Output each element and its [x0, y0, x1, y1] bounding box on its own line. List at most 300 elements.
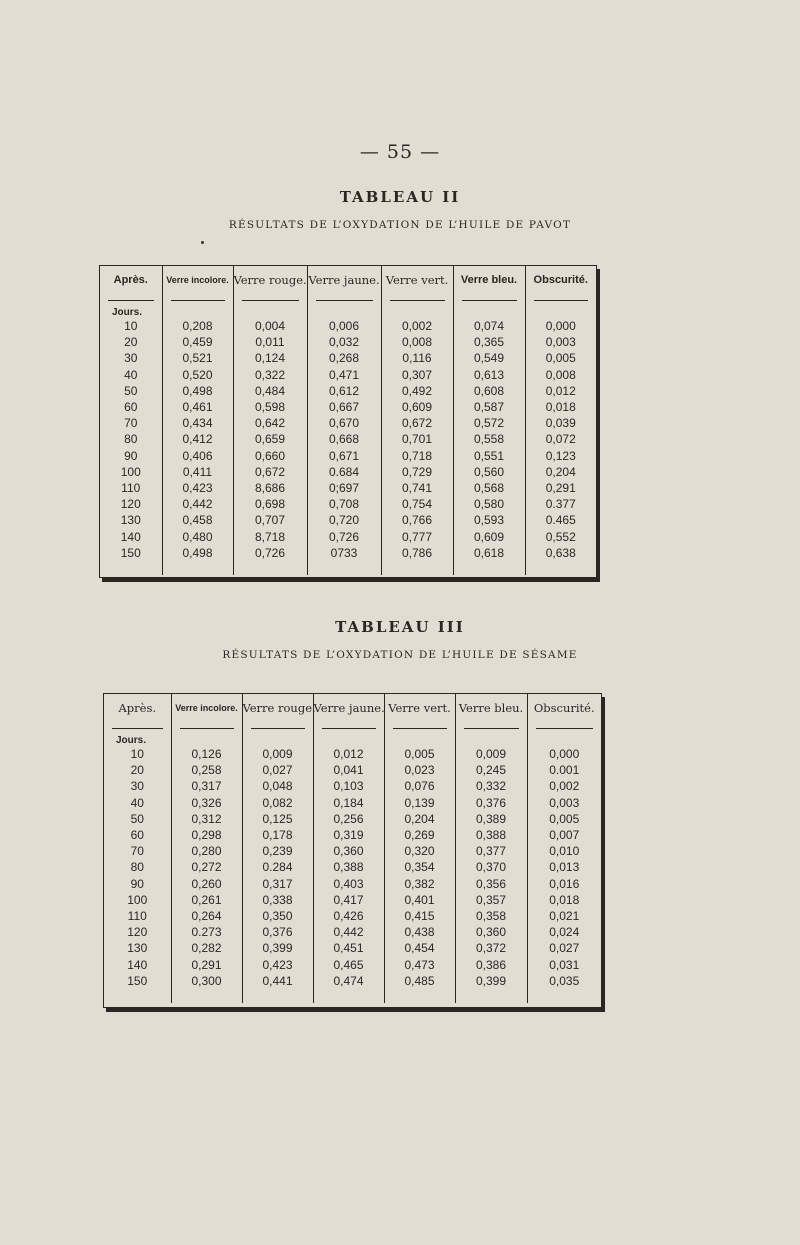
days-cell: 120 — [127, 925, 148, 940]
table-row — [104, 859, 601, 875]
value-cell: 0,370 — [455, 859, 527, 875]
value-cell: 0.001 — [527, 762, 601, 778]
value-cell: 0,008 — [525, 367, 596, 383]
value-cell: 0,485 — [384, 973, 455, 989]
value-cell: 0,786 — [381, 545, 453, 561]
value-cell: 0,204 — [384, 811, 455, 827]
value-cell: 0,264 — [171, 908, 242, 924]
value-cell: 0,208 — [162, 318, 233, 334]
value-cell: 0,438 — [384, 924, 455, 940]
unit-label: Jours. — [116, 735, 147, 746]
empty-cell — [527, 736, 601, 746]
header-rule-cell — [453, 294, 525, 308]
empty-cell — [171, 736, 242, 746]
value-cell: 0,388 — [455, 827, 527, 843]
value-cell: 0,365 — [453, 334, 525, 350]
value-cell: 0,461 — [162, 399, 233, 415]
value-cell: 0,549 — [453, 350, 525, 366]
value-cell: 0,726 — [233, 545, 307, 561]
header-rule-line — [112, 728, 163, 729]
value-cell: 0,442 — [313, 924, 384, 940]
days-cell: 130 — [127, 941, 148, 956]
value-cell: 0,258 — [171, 762, 242, 778]
table-row — [104, 892, 601, 908]
value-cell: 0,412 — [162, 431, 233, 447]
value-cell: 0,458 — [162, 512, 233, 528]
value-cell: 0,011 — [233, 334, 307, 350]
header-rule-cell — [527, 722, 601, 736]
table-row — [104, 843, 601, 859]
value-cell: 0.684 — [307, 464, 381, 480]
value-cell: 0,608 — [453, 383, 525, 399]
header-rule-line — [108, 300, 154, 301]
table-3 — [104, 694, 601, 1003]
value-cell: 0,442 — [162, 496, 233, 512]
table-3-header: Après. — [118, 701, 157, 715]
header-rule-line — [462, 300, 517, 301]
value-cell: 0,593 — [453, 512, 525, 528]
header-rule-line — [316, 300, 373, 301]
value-cell: 0,558 — [453, 431, 525, 447]
value-cell: 0,000 — [527, 746, 601, 762]
table-3-header: Verre rouge. — [242, 694, 313, 722]
empty-cell — [527, 989, 601, 1003]
table-3-subtitle: RÉSULTATS DE L’OXYDATION DE L’HUILE DE SÉSAME — [222, 649, 578, 661]
header-rule-line — [171, 300, 225, 301]
value-cell: 0,082 — [242, 795, 313, 811]
value-cell: 0,018 — [527, 892, 601, 908]
value-cell: 0,298 — [171, 827, 242, 843]
value-cell: 0,178 — [242, 827, 313, 843]
empty-cell — [104, 989, 171, 1003]
header-rule-cell — [384, 722, 455, 736]
value-cell: 0,372 — [455, 940, 527, 956]
value-cell: 0,521 — [162, 350, 233, 366]
value-cell: 0,399 — [242, 940, 313, 956]
value-cell: 0,401 — [384, 892, 455, 908]
value-cell: 0,708 — [307, 496, 381, 512]
value-cell: 0,272 — [171, 859, 242, 875]
value-cell: 0,312 — [171, 811, 242, 827]
value-cell: 0,319 — [313, 827, 384, 843]
header-rule-line — [180, 728, 234, 729]
value-cell: 0,074 — [453, 318, 525, 334]
value-cell: 0,415 — [384, 908, 455, 924]
table-2-header: Obscurité. — [525, 266, 596, 294]
table-2 — [100, 266, 596, 575]
value-cell: 0,072 — [525, 431, 596, 447]
value-cell: 0.377 — [525, 496, 596, 512]
value-cell: 0,006 — [307, 318, 381, 334]
value-cell: 0,426 — [313, 908, 384, 924]
days-cell: 150 — [127, 973, 148, 988]
value-cell: 0,012 — [525, 383, 596, 399]
value-cell: 0,048 — [242, 778, 313, 794]
value-cell: 0,003 — [527, 795, 601, 811]
table-row — [104, 762, 601, 778]
value-cell: 0,350 — [242, 908, 313, 924]
table-3-header: Verre bleu. — [455, 694, 527, 722]
value-cell: 0,388 — [313, 859, 384, 875]
value-cell: 0,406 — [162, 448, 233, 464]
value-cell: 0,701 — [381, 431, 453, 447]
table-row — [100, 383, 596, 399]
table-2-header: Verre vert. — [381, 266, 453, 294]
days-cell: 20 — [130, 763, 144, 778]
value-cell: 0,322 — [233, 367, 307, 383]
value-cell: 0,718 — [381, 448, 453, 464]
table-row — [100, 512, 596, 528]
value-cell: 0,660 — [233, 448, 307, 464]
value-cell: 0,002 — [527, 778, 601, 794]
empty-cell — [453, 308, 525, 318]
value-cell: 0,612 — [307, 383, 381, 399]
table-row — [100, 496, 596, 512]
header-rule-line — [251, 728, 305, 729]
days-cell: 150 — [120, 545, 141, 560]
unit-label-row — [104, 736, 601, 746]
header-rule-row — [100, 294, 596, 308]
table-row — [100, 529, 596, 545]
value-cell: 0,498 — [162, 545, 233, 561]
print-speck — [201, 241, 204, 244]
days-cell: 20 — [124, 335, 138, 350]
header-rule-line — [322, 728, 376, 729]
table-row — [104, 908, 601, 924]
table-row — [100, 480, 596, 496]
value-cell: 0,317 — [171, 778, 242, 794]
value-cell: 0,184 — [313, 795, 384, 811]
empty-cell — [455, 989, 527, 1003]
table-3-header: Verre vert. — [384, 694, 455, 722]
days-cell: 50 — [130, 811, 144, 826]
value-cell: 0,004 — [233, 318, 307, 334]
value-cell: 0,698 — [233, 496, 307, 512]
value-cell: 0,008 — [381, 334, 453, 350]
value-cell: 0,023 — [384, 762, 455, 778]
value-cell: 0,317 — [242, 876, 313, 892]
header-rule-line — [390, 300, 445, 301]
header-rule-line — [534, 300, 589, 301]
header-rule-cell — [525, 294, 596, 308]
value-cell: 0,667 — [307, 399, 381, 415]
value-cell: 0,282 — [171, 940, 242, 956]
value-cell: 0,010 — [527, 843, 601, 859]
value-cell: 0,609 — [381, 399, 453, 415]
value-cell: 0,389 — [455, 811, 527, 827]
empty-cell — [313, 736, 384, 746]
value-cell: 0,441 — [242, 973, 313, 989]
header-rule-cell — [381, 294, 453, 308]
header-rule-cell — [171, 722, 242, 736]
days-cell: 40 — [130, 795, 144, 810]
table-row — [104, 876, 601, 892]
value-cell: 8,718 — [233, 529, 307, 545]
value-cell: 0,465 — [313, 957, 384, 973]
value-cell: 0,124 — [233, 350, 307, 366]
empty-cell — [453, 561, 525, 575]
table-2-subtitle: RÉSULTATS DE L’OXYDATION DE L’HUILE DE PAVOT — [228, 219, 572, 231]
header-rule-cell — [100, 294, 162, 308]
header-rule-cell — [242, 722, 313, 736]
table-row — [104, 827, 601, 843]
empty-cell — [384, 989, 455, 1003]
table-row — [100, 350, 596, 366]
value-cell: 0,354 — [384, 859, 455, 875]
value-cell: 0,672 — [381, 415, 453, 431]
table-3-title: TABLEAU III — [335, 618, 465, 636]
table-row — [104, 973, 601, 989]
value-cell: 0,382 — [384, 876, 455, 892]
value-cell: 0,076 — [384, 778, 455, 794]
table-3-frame — [103, 693, 602, 1008]
value-cell: 0,399 — [455, 973, 527, 989]
value-cell: 0,720 — [307, 512, 381, 528]
value-cell: 0,003 — [525, 334, 596, 350]
empty-cell — [307, 308, 381, 318]
table-row — [104, 811, 601, 827]
table-2-header-row — [100, 266, 596, 294]
empty-cell — [381, 308, 453, 318]
value-cell: 0,668 — [307, 431, 381, 447]
value-cell: 0,021 — [527, 908, 601, 924]
value-cell: 0,360 — [455, 924, 527, 940]
table-row — [104, 940, 601, 956]
value-cell: 0,002 — [381, 318, 453, 334]
value-cell: 0,260 — [171, 876, 242, 892]
header-rule-cell — [313, 722, 384, 736]
value-cell: 0,670 — [307, 415, 381, 431]
table-2-header: Verre incolore. — [162, 266, 233, 294]
table-row — [100, 431, 596, 447]
empty-cell — [455, 736, 527, 746]
table-row — [100, 399, 596, 415]
value-cell: 0;697 — [307, 480, 381, 496]
value-cell: 0,473 — [384, 957, 455, 973]
value-cell: 0,580 — [453, 496, 525, 512]
value-cell: 0,454 — [384, 940, 455, 956]
value-cell: 0,707 — [233, 512, 307, 528]
value-cell: 0,256 — [313, 811, 384, 827]
table-3-header: Verre incolore. — [171, 694, 242, 722]
value-cell: 0,007 — [527, 827, 601, 843]
table-row — [104, 778, 601, 794]
value-cell: 0,618 — [453, 545, 525, 561]
days-cell: 10 — [124, 319, 138, 333]
value-cell: 0,024 — [527, 924, 601, 940]
value-cell: 0,358 — [455, 908, 527, 924]
table-row — [100, 545, 596, 561]
table-3-header: Obscurité. — [527, 694, 601, 722]
value-cell: 0,403 — [313, 876, 384, 892]
table-2-frame — [99, 265, 597, 578]
value-cell: 0,269 — [384, 827, 455, 843]
table-row — [104, 795, 601, 811]
value-cell: 0,035 — [527, 973, 601, 989]
value-cell: 0,642 — [233, 415, 307, 431]
days-cell: 100 — [120, 464, 141, 479]
value-cell: 0.284 — [242, 859, 313, 875]
empty-cell — [381, 561, 453, 575]
value-cell: 0,005 — [527, 811, 601, 827]
value-cell: 0,139 — [384, 795, 455, 811]
header-rule-cell — [455, 722, 527, 736]
page-number: — 55 — — [359, 141, 441, 163]
filler-row — [104, 989, 601, 1003]
days-cell: 60 — [130, 828, 144, 843]
empty-cell — [307, 561, 381, 575]
value-cell: 0,754 — [381, 496, 453, 512]
days-cell: 50 — [124, 383, 138, 398]
days-cell: 100 — [127, 892, 148, 907]
value-cell: 0,726 — [307, 529, 381, 545]
header-rule-cell — [162, 294, 233, 308]
empty-cell — [242, 989, 313, 1003]
days-cell: 80 — [130, 860, 144, 875]
value-cell: 0,268 — [307, 350, 381, 366]
value-cell: 0,568 — [453, 480, 525, 496]
table-row — [100, 448, 596, 464]
value-cell: 0,423 — [162, 480, 233, 496]
table-2-title: TABLEAU II — [339, 188, 461, 206]
days-cell: 70 — [130, 844, 144, 859]
value-cell: 0,000 — [525, 318, 596, 334]
value-cell: 0,376 — [455, 795, 527, 811]
value-cell: 0,338 — [242, 892, 313, 908]
table-row — [100, 367, 596, 383]
value-cell: 0,103 — [313, 778, 384, 794]
value-cell: 0,005 — [525, 350, 596, 366]
days-cell: 10 — [130, 747, 144, 761]
value-cell: 0,474 — [313, 973, 384, 989]
value-cell: 0,484 — [233, 383, 307, 399]
header-rule-line — [464, 728, 519, 729]
value-cell: 0,005 — [384, 746, 455, 762]
value-cell: 0,766 — [381, 512, 453, 528]
value-cell: 0,587 — [453, 399, 525, 415]
value-cell: 0.465 — [525, 512, 596, 528]
value-cell: 0,291 — [525, 480, 596, 496]
value-cell: 0,360 — [313, 843, 384, 859]
days-cell: 80 — [124, 432, 138, 447]
days-cell: 30 — [130, 779, 144, 794]
header-rule-cell — [307, 294, 381, 308]
value-cell: 0,332 — [455, 778, 527, 794]
value-cell: 0,280 — [171, 843, 242, 859]
value-cell: 0,729 — [381, 464, 453, 480]
value-cell: 0,204 — [525, 464, 596, 480]
value-cell: 0,498 — [162, 383, 233, 399]
header-rule-row — [104, 722, 601, 736]
value-cell: 0,480 — [162, 529, 233, 545]
value-cell: 0,125 — [242, 811, 313, 827]
value-cell: 0,009 — [455, 746, 527, 762]
value-cell: 0,041 — [313, 762, 384, 778]
days-cell: 70 — [124, 416, 138, 431]
days-cell: 140 — [120, 529, 141, 544]
empty-cell — [233, 308, 307, 318]
value-cell: 0,356 — [455, 876, 527, 892]
value-cell: 0,376 — [242, 924, 313, 940]
days-cell: 40 — [124, 367, 138, 382]
value-cell: 0,520 — [162, 367, 233, 383]
value-cell: 0,609 — [453, 529, 525, 545]
value-cell: 0,552 — [525, 529, 596, 545]
value-cell: 0,357 — [455, 892, 527, 908]
header-rule-cell — [104, 722, 171, 736]
value-cell: 0,572 — [453, 415, 525, 431]
value-cell: 0,320 — [384, 843, 455, 859]
value-cell: 0,032 — [307, 334, 381, 350]
filler-row — [100, 561, 596, 575]
value-cell: 0,377 — [455, 843, 527, 859]
value-cell: 0,039 — [525, 415, 596, 431]
value-cell: 0733 — [307, 545, 381, 561]
days-cell: 110 — [127, 909, 147, 924]
table-row — [104, 746, 601, 762]
value-cell: 0,451 — [313, 940, 384, 956]
value-cell: 0,300 — [171, 973, 242, 989]
value-cell: 0,638 — [525, 545, 596, 561]
empty-cell — [162, 308, 233, 318]
table-3-header: Verre jaune. — [313, 694, 384, 722]
empty-cell — [162, 561, 233, 575]
header-rule-cell — [233, 294, 307, 308]
header-rule-line — [393, 728, 447, 729]
header-rule-line — [536, 728, 594, 729]
table-row — [100, 415, 596, 431]
value-cell: 0,009 — [242, 746, 313, 762]
value-cell: 0,659 — [233, 431, 307, 447]
days-cell: 90 — [124, 448, 138, 463]
value-cell: 0,123 — [525, 448, 596, 464]
table-3-header-row — [104, 694, 601, 722]
table-row — [100, 464, 596, 480]
value-cell: 0,459 — [162, 334, 233, 350]
table-2-header: Verre rouge. — [233, 266, 307, 294]
table-2-header: Verre jaune. — [307, 266, 381, 294]
table-row — [100, 334, 596, 350]
value-cell: 0,741 — [381, 480, 453, 496]
value-cell: 0,423 — [242, 957, 313, 973]
value-cell: 0,245 — [455, 762, 527, 778]
value-cell: 0.273 — [171, 924, 242, 940]
value-cell: 0,417 — [313, 892, 384, 908]
value-cell: 0,434 — [162, 415, 233, 431]
value-cell: 0,326 — [171, 795, 242, 811]
value-cell: 0,027 — [242, 762, 313, 778]
value-cell: 0,012 — [313, 746, 384, 762]
table-2-header: Après. — [113, 274, 148, 286]
days-cell: 140 — [127, 957, 148, 972]
value-cell: 0,116 — [381, 350, 453, 366]
value-cell: 0,261 — [171, 892, 242, 908]
value-cell: 0,551 — [453, 448, 525, 464]
value-cell: 0,471 — [307, 367, 381, 383]
value-cell: 0,126 — [171, 746, 242, 762]
value-cell: 0,560 — [453, 464, 525, 480]
days-cell: 30 — [124, 351, 138, 366]
empty-cell — [233, 561, 307, 575]
table-row — [104, 957, 601, 973]
table-2-header: Verre bleu. — [453, 266, 525, 294]
value-cell: 0,027 — [527, 940, 601, 956]
value-cell: 0,411 — [162, 464, 233, 480]
value-cell: 0,291 — [171, 957, 242, 973]
value-cell: 8,686 — [233, 480, 307, 496]
empty-cell — [100, 561, 162, 575]
days-cell: 110 — [121, 481, 141, 496]
